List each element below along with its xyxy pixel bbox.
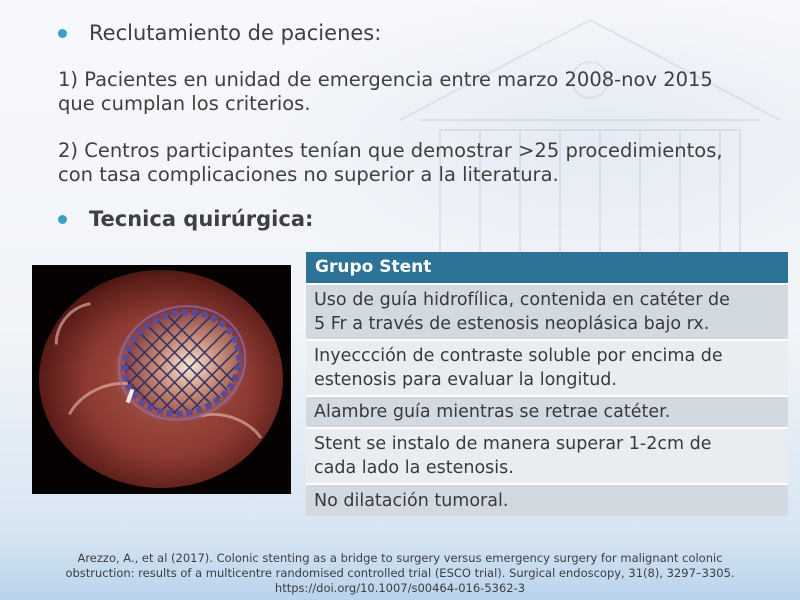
paragraph-centros — [58, 139, 788, 187]
table-cell-line1: Uso de guía hidrofílica, contenida en catéter de — [314, 290, 730, 310]
citation-line1: Arezzo, A., et al (2017). Colonic stenting as a bridge to surgery versus emergency surgery for malignant colonic — [77, 551, 723, 565]
bullet-dot — [58, 29, 67, 38]
table-cell — [314, 400, 670, 424]
bullet-reclutamiento — [58, 20, 381, 46]
bullet-tecnica — [58, 206, 313, 232]
citation-doi: https://doi.org/10.1007/s00464-016-5362-3 — [274, 581, 526, 595]
table-row — [306, 283, 788, 339]
table-cell-line2: estenosis para evaluar la longitud. — [314, 370, 617, 390]
stent-mesh-icon — [32, 265, 291, 494]
table-cell — [314, 288, 730, 336]
bullet-reclutamiento-text: Reclutamiento de pacienes: — [89, 21, 382, 45]
table-cell-line1: No dilatación tumoral. — [314, 490, 509, 511]
table-row — [306, 427, 788, 483]
table-cell-line1: Stent se instalo de manera superar 1-2cm de — [314, 434, 712, 454]
table-header-grupo-stent: Grupo Stent — [306, 252, 788, 283]
table-cell-line1: Alambre guía mientras se retrae catéter. — [314, 402, 671, 422]
table-cell-line2: cada lado la estenosis. — [314, 458, 514, 478]
table-row — [306, 483, 788, 516]
paragraph-centros-line2: con tasa complicaciones no superior a la literatura. — [58, 163, 559, 186]
table-cell — [314, 432, 711, 480]
citation — [40, 551, 760, 596]
citation-line2: obstruction: results of a multicentre randomised controlled trial (ESCO trial). Surgical endoscopy, 31(8), 3297–3305. — [65, 566, 735, 580]
table-cell-line1: Inyeccción de contraste soluble por encima de — [314, 346, 723, 366]
paragraph-criterios-line1: 1) Pacientes en unidad de emergencia entre marzo 2008-nov 2015 — [58, 68, 713, 91]
table-cell — [314, 489, 508, 513]
paragraph-centros-line1: 2) Centros participantes tenían que demostrar >25 procedimientos, — [58, 139, 723, 162]
table-cell — [314, 344, 723, 392]
bullet-dot — [58, 215, 67, 224]
endoscopic-stent-photo — [32, 265, 291, 494]
paragraph-criterios — [58, 68, 788, 116]
table-row — [306, 395, 788, 427]
table-cell-line2: 5 Fr a través de estenosis neoplásica bajo rx. — [314, 314, 710, 334]
bullet-tecnica-text: Tecnica quirúrgica: — [89, 207, 314, 231]
table-row — [306, 339, 788, 395]
paragraph-criterios-line2: que cumplan los criterios. — [58, 92, 311, 115]
